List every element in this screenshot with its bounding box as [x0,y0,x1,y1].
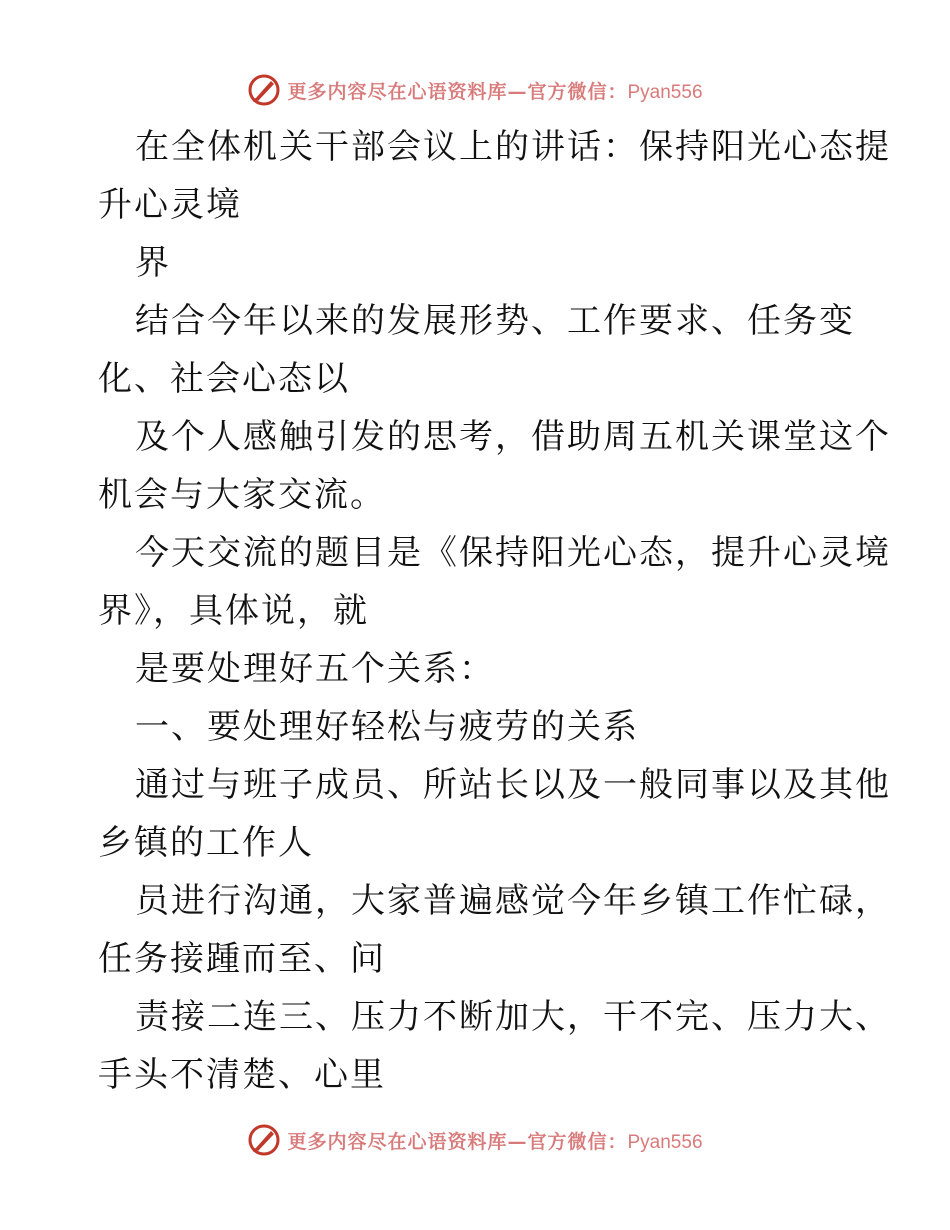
doc-line: 是要处理好五个关系： [135,649,495,689]
doc-line: 机会与大家交流。 [98,475,386,515]
header-wechat-id: Pyan556 [627,81,703,103]
doc-line: 化、社会心态以 [98,359,350,399]
doc-line: 今天交流的题目是《保持阳光心态，提升心灵境 [135,533,891,573]
header-watermark-text: 更多内容尽在心语资料库—官方微信：Pyan556 [287,80,703,103]
doc-line: 界》，具体说，就 [98,591,369,631]
quill-pen-logo-icon [247,73,281,107]
footer-watermark-text: 更多内容尽在心语资料库—官方微信：Pyan556 [287,1130,703,1153]
doc-line: 通过与班子成员、所站长以及一般同事以及其他 [135,765,891,805]
doc-line: 责接二连三、压力不断加大，干不完、压力大、 [135,997,891,1037]
doc-line: 结合今年以来的发展形势、工作要求、任务变 [135,301,855,341]
doc-line: 升心灵境 [98,185,242,225]
header-watermark [0,70,950,110]
doc-line: 界 [135,243,171,283]
doc-line: 一、要处理好轻松与疲劳的关系 [135,707,639,747]
doc-line: 员进行沟通，大家普遍感觉今年乡镇工作忙碌， [135,881,891,921]
doc-line: 在全体机关干部会议上的讲话：保持阳光心态提 [135,127,891,167]
footer-wechat-id: Pyan556 [627,1131,703,1153]
footer-watermark [0,1120,950,1160]
doc-line: 手头不清楚、心里 [98,1055,386,1095]
doc-line: 乡镇的工作人 [98,823,314,863]
doc-line: 及个人感触引发的思考，借助周五机关课堂这个 [135,417,891,457]
document-body [98,118,891,1104]
doc-line: 任务接踵而至、问 [98,939,386,979]
quill-pen-logo-icon [247,1123,281,1157]
